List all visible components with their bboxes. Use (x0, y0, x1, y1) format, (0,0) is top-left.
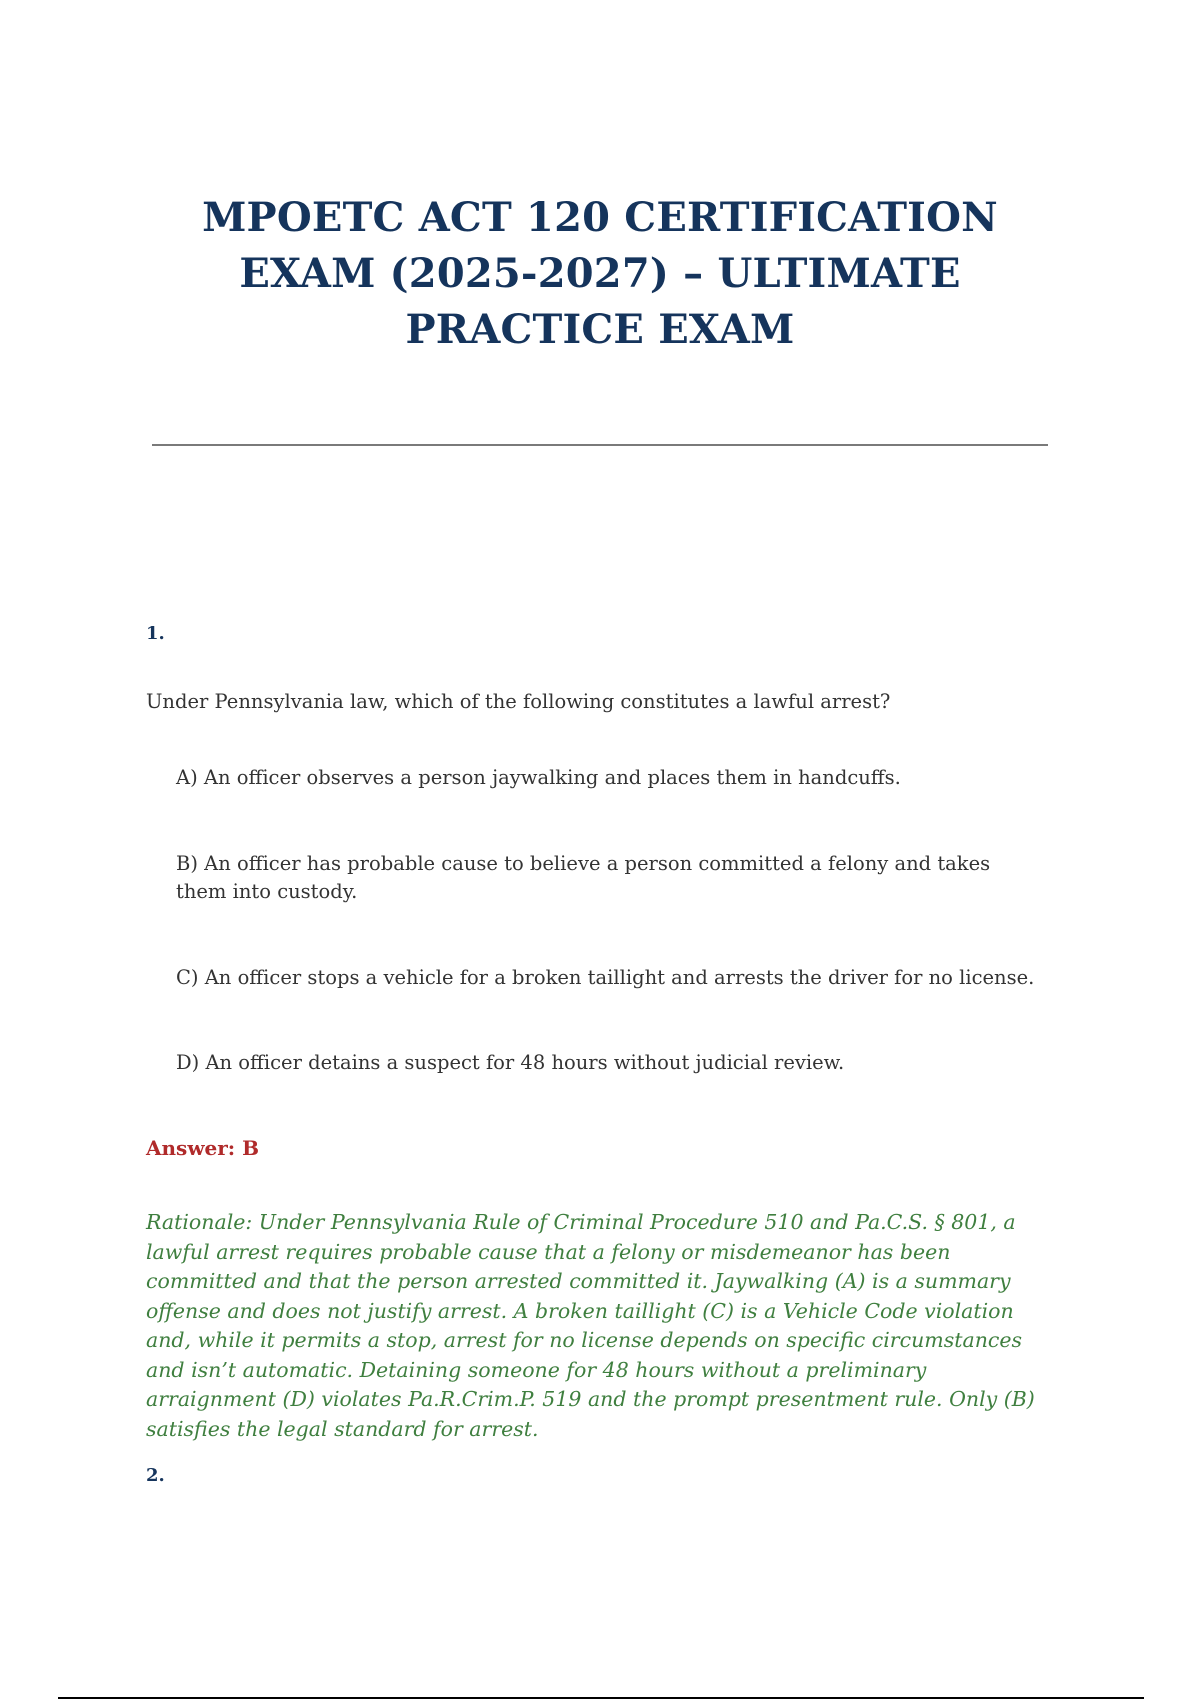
option-d: D) An officer detains a suspect for 48 hours without judicial review. (176, 1051, 845, 1074)
question-number: 2. (146, 1465, 165, 1486)
answer-label: Answer: B (146, 1136, 260, 1160)
option-b: B) An officer has probable cause to believe a person committed a felony and takes them into custody. (176, 852, 991, 903)
page-bottom-rule (58, 1697, 1144, 1699)
option-a: A) An officer observes a person jaywalking and places them in handcuffs. (176, 766, 901, 789)
option-c: C) An officer stops a vehicle for a broken taillight and arrests the driver for no license. (176, 966, 1035, 989)
question-prompt: Under Pennsylvania law, which of the following constitutes a lawful arrest? (146, 690, 891, 713)
question-number: 1. (146, 623, 165, 644)
title-divider (152, 444, 1048, 446)
rationale-text: Rationale: Under Pennsylvania Rule of Criminal Procedure 510 and Pa.C.S. § 801, a lawful arrest requires probable cause that a felony or misdemeanor has been committed and that the person arrested committed it. Jaywalking (A) is a summary offense and does not justify arrest. A broken taillight (C) is a Vehicle Code violation and, while it permits a stop, arrest for no license depends on specific circumstances and isn’t automatic. Detaining someone for 48 hours without a preliminary arraignment (D) violates Pa.R.Crim.P. 519 and the prompt presentment rule. Only (B) satisfies the legal standard for arrest. (146, 1210, 1035, 1441)
page-title: MPOETC ACT 120 CERTIFICATION EXAM (2025-2027) – ULTIMATE PRACTICE EXAM (202, 194, 998, 353)
